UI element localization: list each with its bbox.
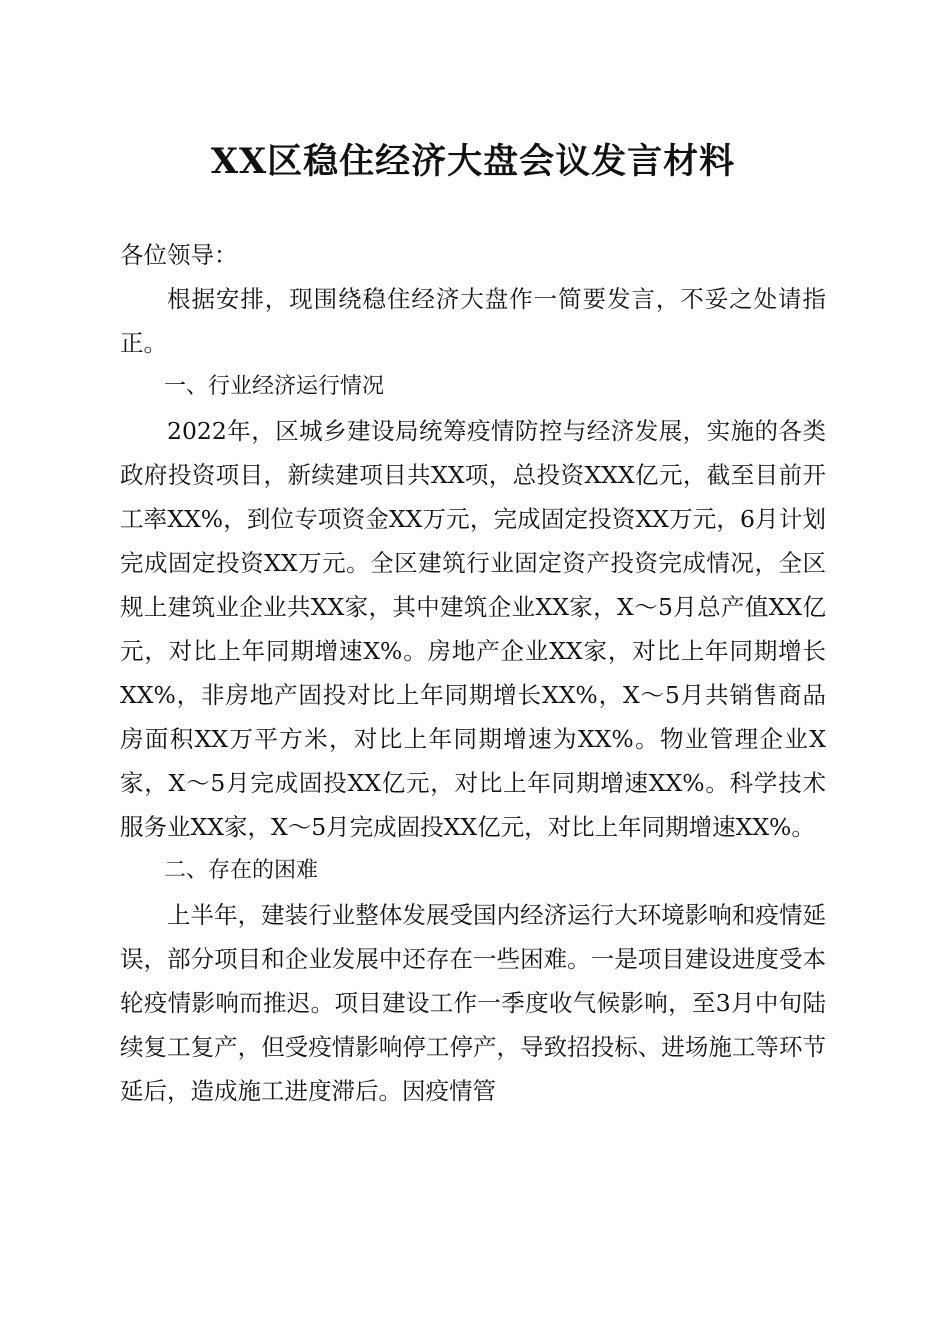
document-body bbox=[120, 233, 826, 1113]
section-paragraph-1: 2022年，区城乡建设局统筹疫情防控与经济发展，实施的各类政府投资项目，新续建项目共XX项，总投资XXX亿元，截至目前开工率XX%，到位专项资金XX万元，完成固定投资XX万元，6月计划完成固定投资XX万元。全区建筑行业固定资产投资完成情况，全区规上建筑业企业共XX家，其中建筑企业XX家，X～5月总产值XX亿元，对比上年同期增速X%。房地产企业XX家，对比上年同期增长XX%，非房地产固投对比上年同期增长XX%，X～5月共销售商品房面积XX万平方米，对比上年同期增速为XX%。物业管理企业X家，X～5月完成固投XX亿元，对比上年同期增速XX%。科学技术服务业XX家，X～5月完成固投XX亿元，对比上年同期增速XX%。 bbox=[120, 417, 826, 841]
section-heading-1: 一、行业经济运行情况 bbox=[164, 374, 385, 399]
intro-paragraph: 根据安排，现围绕稳住经济大盘作一简要发言，不妥之处请指正。 bbox=[120, 285, 826, 357]
section-heading-2: 二、存在的困难 bbox=[164, 858, 319, 883]
section-paragraph-2: 上半年，建装行业整体发展受国内经济运行大环境影响和疫情延误，部分项目和企业发展中还存在一些困难。一是项目建设进度受本轮疫情影响而推迟。项目建设工作一季度收气候影响，至3月中旬陆续复工复产，但受疫情影响停工停产，导致招投标、进场施工等环节延后，造成施工进度滞后。因疫情管 bbox=[120, 901, 826, 1105]
document-title: XX区稳住经济大盘会议发言材料 bbox=[210, 141, 736, 182]
salutation: 各位领导： bbox=[120, 241, 238, 269]
